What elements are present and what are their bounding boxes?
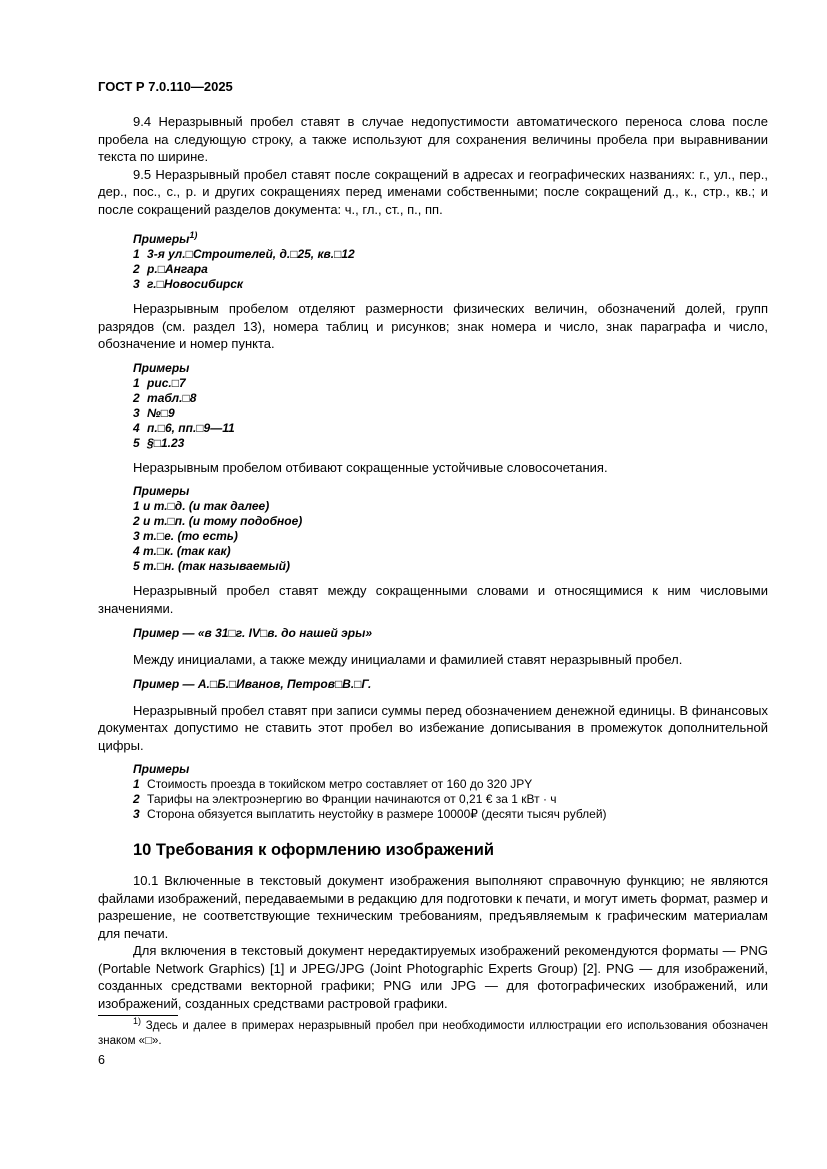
document-code-header: ГОСТ Р 7.0.110—2025	[98, 79, 233, 94]
example-item: 1 и т.□д. (и так далее)	[133, 499, 270, 513]
paragraph-9-4: 9.4 Неразрывный пробел ставят в случае недопустимости автоматического переноса слова после пробела на следующую строку, а также используют для сохранения величины пробела при выравнивании текста по ширине.	[98, 114, 768, 164]
example-item: 5 §□1.23	[133, 435, 185, 450]
paragraph-numeric-values: Неразрывный пробел ставят между сокращенными словами и относящимися к ним числовыми значениями.	[98, 583, 768, 616]
example-era: Пример — «в 31□г. IV□в. до нашей эры»	[133, 626, 372, 640]
examples-title: Примеры	[133, 762, 190, 776]
example-item: 5 т.□н. (так называемый)	[133, 559, 290, 573]
example-item: 3 г.□Новосибирск	[133, 277, 243, 291]
example-item: 1 рис.□7	[133, 375, 186, 390]
example-item: 2 Тарифы на электроэнергию во Франции начинаются от 0,21 € за 1 кВт · ч	[133, 792, 557, 806]
page-number: 6	[98, 1053, 105, 1067]
example-item: 2 табл.□8	[133, 390, 197, 405]
footnote-text: Здесь и далее в примерах неразрывный пробел при необходимости иллюстрации его использования обозначен знаком «□».	[98, 1020, 768, 1047]
example-item: 1 3-я ул.□Строителей, д.□25, кв.□12	[133, 247, 355, 261]
examples-list-numbers	[133, 361, 768, 451]
paragraph-money: Неразрывный пробел ставят при записи суммы перед обозначением денежной единицы. В финансовых документах допустимо не ставить этот пробел во избежание дописывания в промежуток дополнительной цифры.	[98, 702, 768, 753]
paragraph-initials: Между инициалами, а также между инициалами и фамилией ставят неразрывный пробел.	[133, 651, 683, 667]
example-item: 3 Сторона обязуется выплатить неустойку в размере 10000₽ (десяти тысяч рублей)	[133, 807, 607, 821]
example-item: 4 п.□6, пп.□9—11	[133, 420, 235, 435]
example-initials: Пример — А.□Б.□Иванов, Петров□В.□Г.	[133, 677, 372, 691]
page-content	[98, 113, 768, 1012]
footnote-reference: 1)	[189, 230, 198, 240]
example-item: 2 и т.□п. (и тому подобное)	[133, 514, 303, 528]
example-item: 1 Стоимость проезда в токийском метро составляет от 160 до 320 JPY	[133, 777, 533, 791]
examples-list-addresses	[133, 232, 768, 292]
footnote	[98, 1016, 768, 1049]
examples-title: Примеры	[133, 484, 190, 498]
example-item: 2 р.□Ангара	[133, 262, 208, 276]
example-item: 4 т.□к. (так как)	[133, 544, 231, 558]
paragraph-phrases: Неразрывным пробелом отбивают сокращенные устойчивые словосочетания.	[133, 459, 608, 475]
footnote-mark: 1)	[133, 1016, 142, 1027]
examples-title: Примеры	[133, 360, 190, 375]
example-item: 3 №□9	[133, 405, 175, 420]
paragraph-10-1: 10.1 Включенные в текстовый документ изображения выполняют справочную функцию; не являются файлами изображений, передаваемыми в редакцию для подготовки к печати, и могут иметь формат, размер и разрешение, не соответствующие техническим требованиям, предъявляемым к графическим материалам для печати.	[98, 873, 768, 941]
example-item: 3 т.□е. (то есть)	[133, 529, 238, 543]
paragraph-9-5: 9.5 Неразрывный пробел ставят после сокращений в адресах и географических названиях: г., ул., пер., дер., пос., с., р. и других сокращениях перед именами собственными; после сокращений д., к., стр., кв.; и после сокращений разделов документа: ч., гл., ст., п., пп.	[98, 166, 768, 217]
examples-list-money	[133, 762, 768, 822]
examples-list-phrases	[133, 484, 768, 574]
examples-title: Примеры$^{1)}$	[133, 230, 198, 246]
section-10-heading: 10 Требования к оформлению изображений	[133, 841, 495, 859]
paragraph-10-2: Для включения в текстовый документ нередактируемых изображений рекомендуются форматы — PNG (Portable Network Graphics) [1] и JPEG/JPG (Joint Photographic Experts Group) [2]. PNG — для изображений, созданных средствами векторной графики; PNG или JPG — для фотографических изображений, или изображений, созданных средствами растровой графики.	[98, 943, 768, 1011]
paragraph-dimensions: Неразрывным пробелом отделяют размерности физических величин, обозначений долей, групп разрядов (см. раздел 13), номера таблиц и рисунков; знак номера и число, знак параграфа и число, обозначение и номер пункта.	[98, 301, 768, 351]
